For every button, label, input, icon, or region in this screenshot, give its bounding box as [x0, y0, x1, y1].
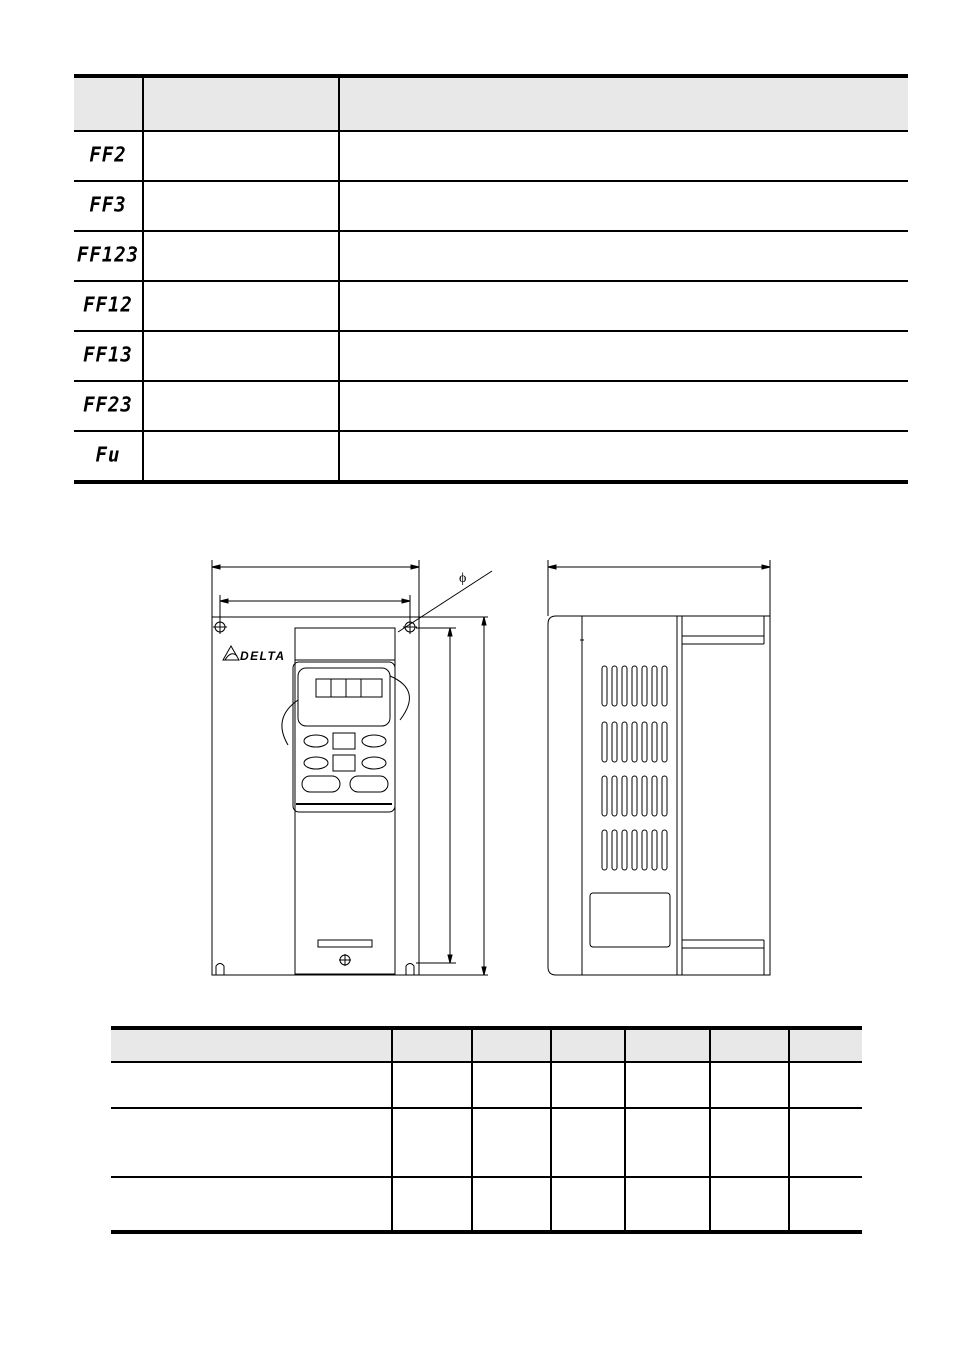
vent-slot	[622, 722, 627, 762]
fault-code: FF3	[89, 193, 127, 217]
fault-code: FF12	[83, 293, 133, 317]
table-row	[74, 181, 908, 231]
vent-slot	[662, 666, 667, 706]
table-row	[74, 431, 908, 482]
vent-slot	[642, 830, 647, 870]
header-cell-name	[143, 76, 339, 131]
phi-symbol: ϕ	[459, 571, 467, 586]
vent-slot	[642, 722, 647, 762]
table-row	[74, 131, 908, 181]
table-row	[111, 1062, 862, 1108]
vent-slot	[612, 776, 617, 816]
vent-slot	[642, 666, 647, 706]
vent-slot	[612, 722, 617, 762]
table-row	[74, 381, 908, 431]
vent-slot	[632, 776, 637, 816]
fault-code: FF23	[83, 393, 133, 417]
table-row	[111, 1108, 862, 1177]
delta-logo-icon	[223, 646, 284, 663]
dimension-header-row	[111, 1028, 862, 1062]
vent-slot	[662, 722, 667, 762]
vent-slot-icon	[602, 666, 667, 870]
fault-code: Fu	[95, 443, 121, 467]
vent-slot	[652, 666, 657, 706]
fault-table-header-row	[74, 76, 908, 131]
vent-slot	[622, 666, 627, 706]
header-cell-description	[339, 76, 908, 131]
mounting-hole-icon	[403, 620, 417, 634]
vent-slot	[652, 722, 657, 762]
table-row	[111, 1177, 862, 1232]
dimension-drawing	[0, 540, 954, 990]
vent-slot	[602, 830, 607, 870]
fault-code: FF123	[76, 243, 140, 267]
vent-slot	[602, 722, 607, 762]
front-view	[212, 560, 492, 975]
vent-slot	[602, 666, 607, 706]
table-row	[74, 331, 908, 381]
fault-code: FF13	[83, 343, 133, 367]
vent-slot	[632, 722, 637, 762]
table-row	[74, 281, 908, 331]
fault-code-table	[74, 74, 908, 484]
side-view	[548, 560, 770, 975]
vent-slot	[612, 666, 617, 706]
vent-slot	[642, 776, 647, 816]
vent-slot	[662, 776, 667, 816]
brand-label: DELTA	[240, 649, 284, 663]
vent-slot	[652, 830, 657, 870]
vent-slot	[632, 666, 637, 706]
header-cell-display	[74, 76, 143, 131]
vent-slot	[622, 776, 627, 816]
dimension-table	[111, 1026, 862, 1234]
vent-slot	[612, 830, 617, 870]
table-row	[74, 231, 908, 281]
vent-slot	[622, 830, 627, 870]
vent-slot	[662, 830, 667, 870]
fault-code: FF2	[89, 143, 127, 167]
vent-slot	[602, 776, 607, 816]
keypad-icon	[282, 662, 410, 812]
vent-slot	[652, 776, 657, 816]
mounting-hole-icon	[213, 620, 227, 634]
vent-slot	[632, 830, 637, 870]
